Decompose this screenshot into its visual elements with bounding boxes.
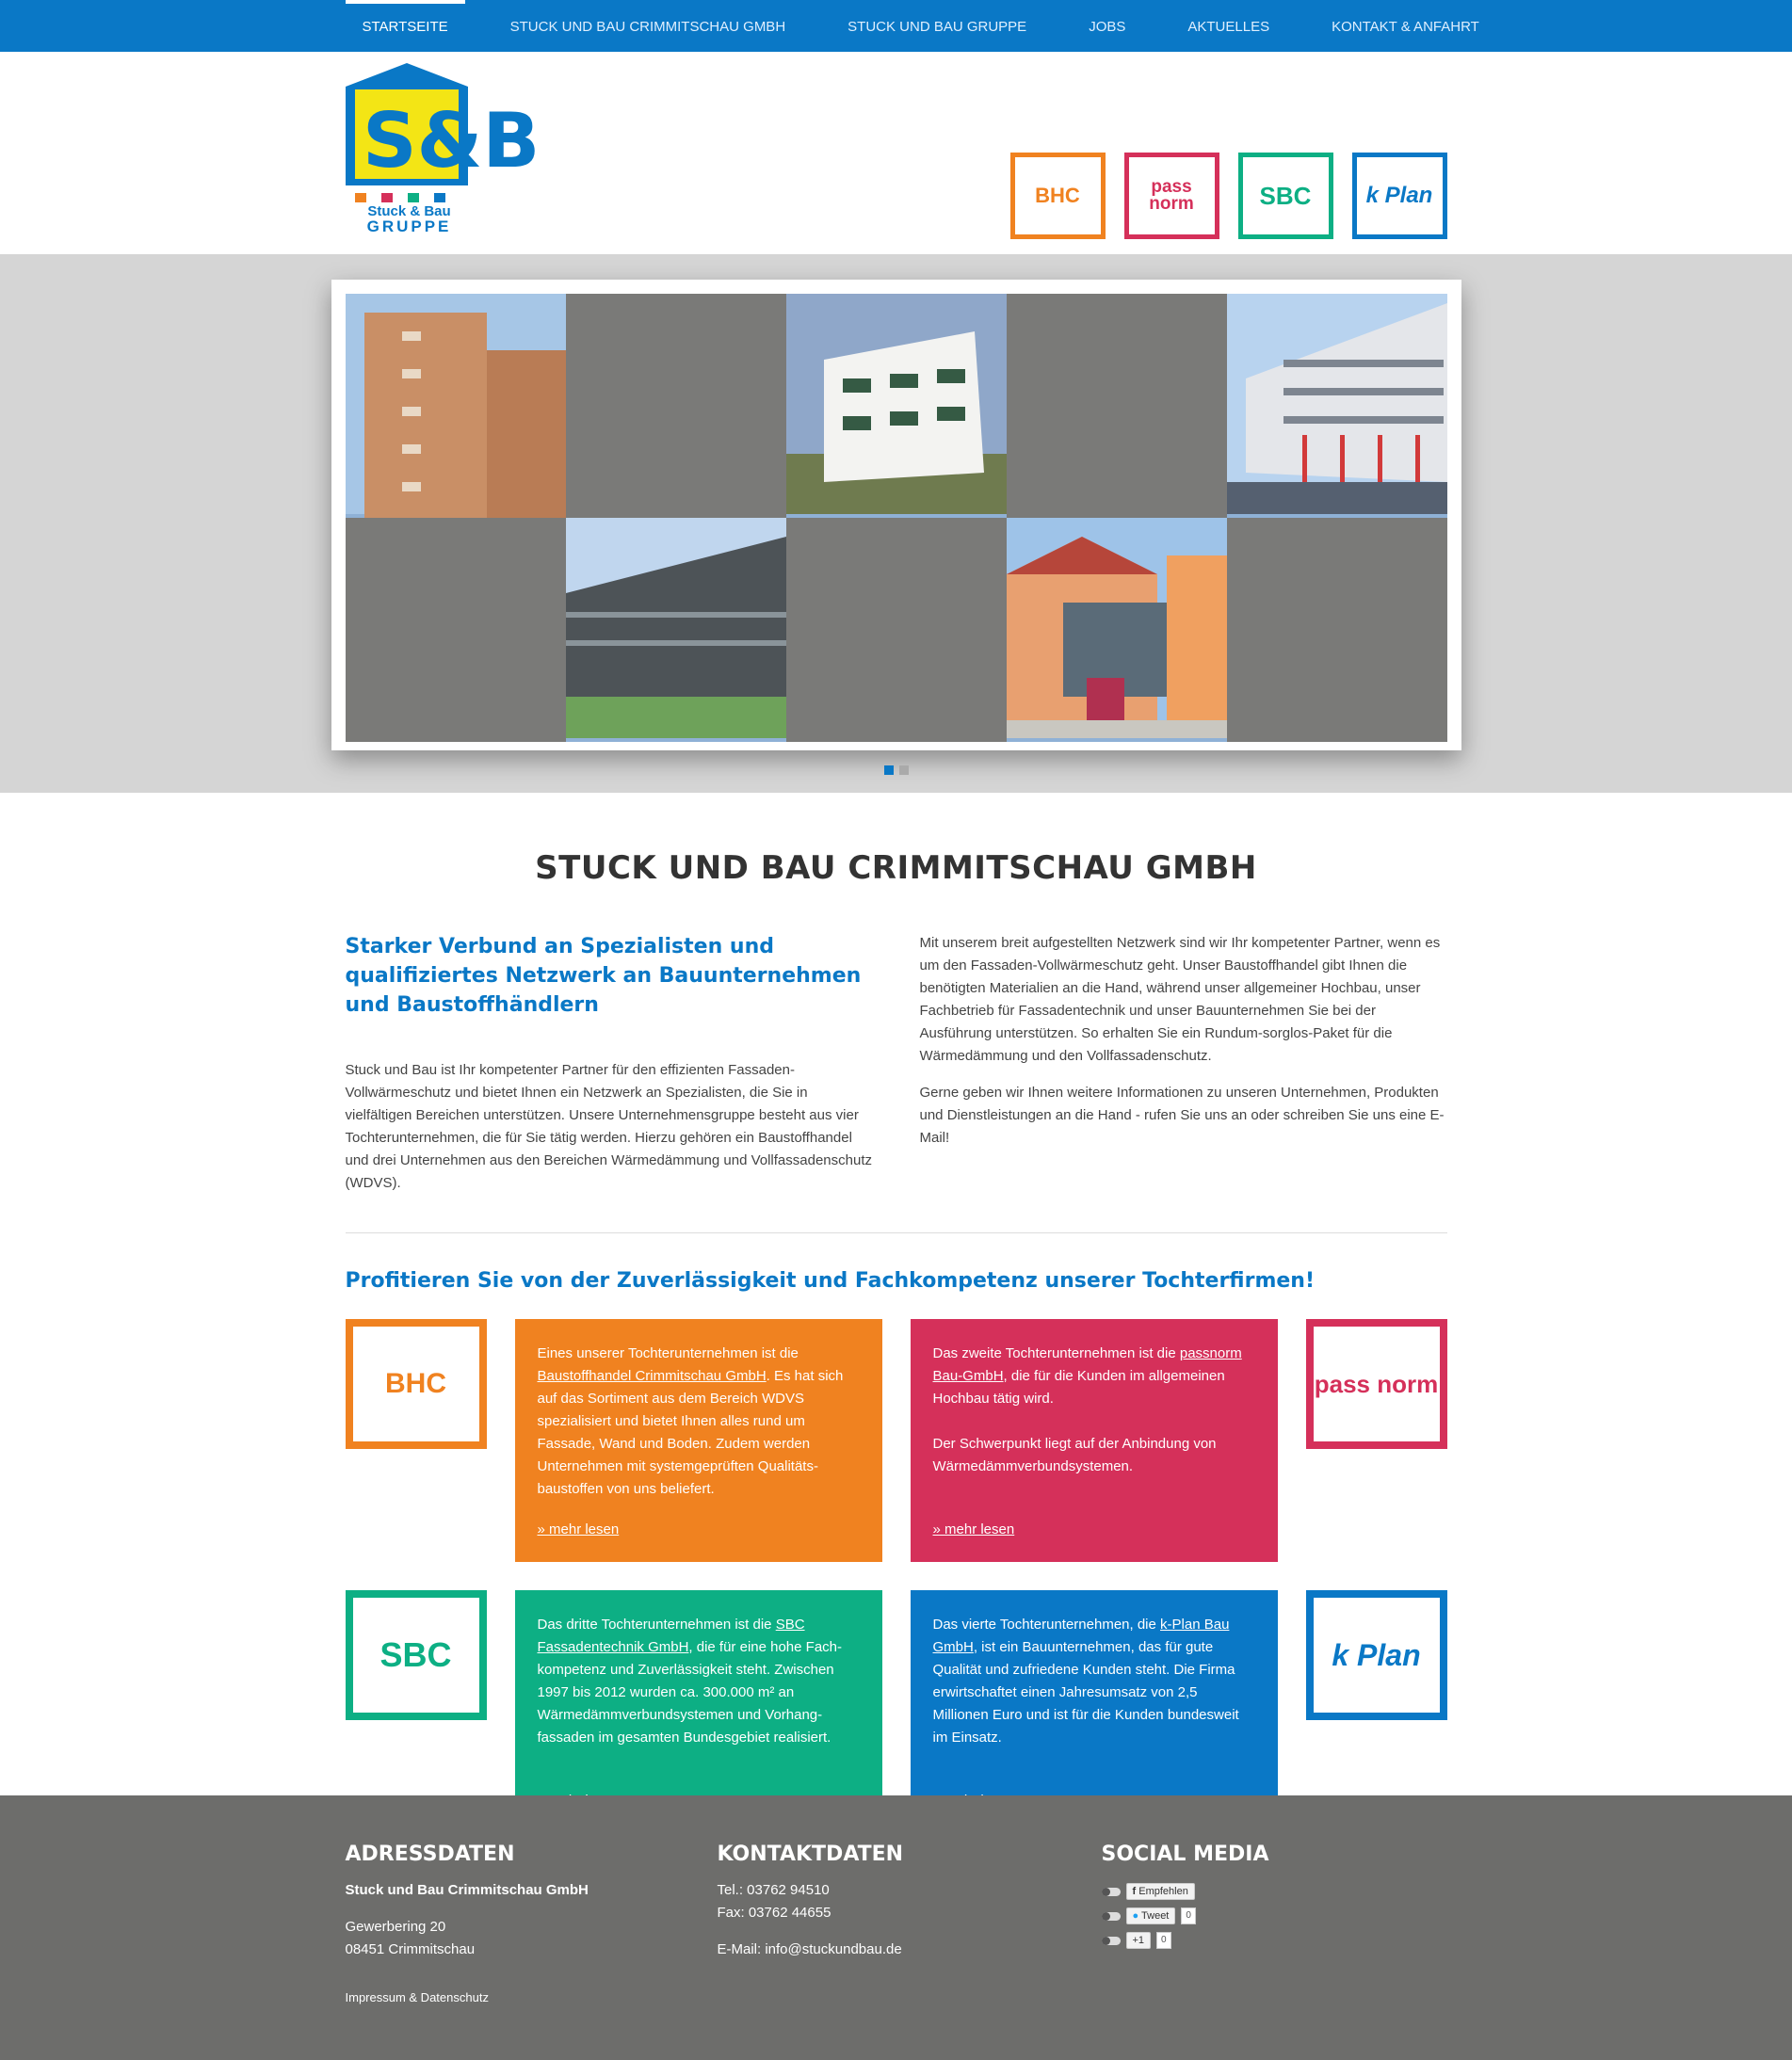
intro-subtitle: Starker Verbund an Spezialisten und qualifiziertes Netzwerk an Bauunternehmen und Baustoffhändlern <box>345 935 862 1017</box>
card-sbc: Das dritte Tochterunternehmen ist die SBC Fassadentechnik GmbH, die für eine hohe Fach-kompetenz und Zuverlässigkeit steht. Zwischen 1997 bis 2012 wurden ca. 300.000 m² an Wärmedämmverbundsystemen und Vorhang-fassaden im gesamten Bundesgebiet realisiert. <box>515 1590 882 1833</box>
divider <box>346 1232 1447 1233</box>
card-kplan-link[interactable]: k-Plan Bau GmbH <box>932 1617 1230 1655</box>
footer-city: 08451 Crimmitschau <box>345 1941 476 1957</box>
svg-text:S&B: S&B <box>362 97 540 185</box>
card-kplan: Das vierte Tochterunternehmen, die k-Plan Bau GmbH, ist ein Bauunternehmen, das für gute Qualität und zufriedene Kunden steht. Die Firma erwirtschaftet einen Jahresumsatz von 2,5 Millionen Euro und ist für die Kunden bundesweit im Einsatz. <box>911 1590 1278 1833</box>
tweet-count: 0 <box>1181 1907 1196 1924</box>
slide-tile-building-1 <box>346 294 566 518</box>
slider-dot-2[interactable] <box>899 765 909 775</box>
footer-social <box>1102 1843 1269 1953</box>
intro-left <box>346 932 873 1209</box>
footer-street: Gewerbering 20 <box>345 1919 446 1935</box>
card-bhc-more-link[interactable]: » mehr lesen <box>537 1521 620 1537</box>
footer <box>0 1795 1792 2060</box>
nav-item-gruppe[interactable]: STUCK UND BAU GRUPPE <box>848 19 1027 35</box>
logo-tile-passnorm[interactable]: pass norm <box>1306 1319 1447 1449</box>
slide-tile-building-5 <box>1007 518 1227 742</box>
brand-box-kplan[interactable]: k Plan <box>1352 153 1447 239</box>
card-bhc: Eines unserer Tochterunternehmen ist die Baustoffhandel Crimmitschau GmbH. Es hat sich auf das Sortiment aus dem Bereich WDVS spezialisiert und bietet Ihnen alles rund um Fassade, Wand und Boden. Zudem werden Unternehmen mit systemgeprüften Qualitäts-baustoffen von uns beliefert. » mehr lesen <box>515 1319 882 1562</box>
facebook-like-button[interactable]: f Empfehlen <box>1126 1883 1195 1900</box>
slide-tile-grey <box>346 518 566 742</box>
intro-left-text: Stuck und Bau ist Ihr kompetenter Partner für den effizienten Fassaden-Vollwärmeschutz und bietet Ihnen ein Netzwerk an Spezialisten, die Sie in vielfältigen Bereichen unterstützen. Unsere Unternehmensgruppe besteht aus vier Tochterunternehmen, die für Sie tätig werden. Hierzu gehören ein Baustoffhandel und drei Unternehmen aus den Bereichen Wärmedämmung und Vollfassadenschutz (WDVS). <box>345 1062 872 1191</box>
top-navigation <box>0 0 1792 52</box>
header <box>0 52 1792 254</box>
footer-contact <box>718 1843 904 1961</box>
slide-tile-building-2 <box>786 294 1007 518</box>
subsidiary-grid <box>346 1319 1447 1846</box>
logo-tile-kplan[interactable]: k Plan <box>1306 1590 1447 1720</box>
intro-right-p1: Mit unserem breit aufgestellten Netzwerk sind wir Ihr kompetenter Partner, wenn es um den Fassaden-Vollwärmeschutz geht. Unser Baustoffhandel gibt Ihnen die benötigten Materialien an die Hand, während unser allgemeiner Hochbau, unser Fachbetrieb für Fassadentechnik und unser Bauunternehmen Sie bei der Ausführung unterstützen. So erhalten Sie ein Rundum-sorglos-Paket für die Wärmedämmung und den Vollfassadenschutz. <box>919 935 1441 1064</box>
slider-dot-1[interactable] <box>884 765 894 775</box>
slider-tiles <box>346 294 1447 734</box>
intro-right-p2: Gerne geben wir Ihnen weitere Informationen zu unseren Unternehmen, Produkten und Dienstleistungen an die Hand - rufen Sie uns an oder schreiben Sie uns eine E-Mail! <box>919 1085 1445 1146</box>
plusone-count: 0 <box>1156 1932 1171 1949</box>
privacy-toggle[interactable] <box>1102 1937 1121 1945</box>
card-sbc-link[interactable]: SBC Fassadentechnik GmbH <box>537 1617 805 1655</box>
footer-tel: Tel.: 03762 94510 <box>717 1882 830 1898</box>
logo-tile-sbc[interactable]: SBC <box>346 1590 487 1720</box>
footer-email[interactable]: E-Mail: info@stuckundbau.de <box>717 1941 902 1957</box>
slide-tile-grey <box>566 294 786 518</box>
footer-address <box>346 1843 589 1961</box>
footer-fax: Fax: 03762 44655 <box>717 1905 831 1921</box>
card-passnorm-more-link[interactable]: » mehr lesen <box>932 1521 1015 1537</box>
slide-tile-grey <box>786 518 1007 742</box>
footer-company: Stuck und Bau Crimmitschau GmbH <box>345 1882 589 1898</box>
image-slider <box>0 254 1792 793</box>
brand-boxes <box>1010 153 1447 239</box>
slide-tile-grey <box>1007 294 1227 518</box>
card-bhc-link[interactable]: Baustoffhandel Crimmitschau GmbH <box>537 1368 767 1384</box>
twitter-bird-icon: ● <box>1132 1910 1139 1922</box>
social-twitter <box>1102 1904 1269 1928</box>
nav-list <box>346 0 1479 52</box>
section-title: Profitieren Sie von der Zuverlässigkeit und Fachkompetenz unserer Tochterfirmen! <box>345 1269 1315 1293</box>
card-passnorm: Das zweite Tochterunternehmen ist die passnorm Bau-GmbH, die für die Kunden im allgemeinen Hochbau tätig wird. Der Schwerpunkt liegt auf der Anbindung von Wärmedämmverbundsystemen. » mehr lesen <box>911 1319 1278 1562</box>
footer-contact-title: KONTAKTDATEN <box>717 1843 904 1866</box>
footer-social-title: SOCIAL MEDIA <box>1101 1843 1269 1866</box>
plusone-button[interactable]: +1 <box>1126 1932 1152 1949</box>
nav-item-aktuelles[interactable]: AKTUELLES <box>1187 19 1270 35</box>
company-logo[interactable] <box>346 63 540 242</box>
brand-box-bhc[interactable]: BHC <box>1010 153 1106 239</box>
privacy-toggle[interactable] <box>1102 1888 1121 1896</box>
social-googleplus <box>1102 1928 1269 1953</box>
slide-tile-building-4 <box>566 518 786 742</box>
slider-frame <box>331 280 1461 750</box>
logo-tile-bhc[interactable]: BHC <box>346 1319 487 1449</box>
intro-right <box>920 932 1447 1209</box>
nav-item-kontakt[interactable]: KONTAKT & ANFAHRT <box>1332 19 1479 35</box>
slider-dots <box>884 765 909 775</box>
card-passnorm-link[interactable]: passnorm Bau-GmbH <box>932 1345 1242 1384</box>
slide-tile-building-3 <box>1227 294 1447 518</box>
logo-line1: Stuck & Bau <box>367 203 451 219</box>
nav-item-startseite[interactable]: STARTSEITE <box>346 0 465 52</box>
brand-box-passnorm[interactable]: pass norm <box>1124 153 1219 239</box>
impressum-link[interactable]: Impressum & Datenschutz <box>345 1990 489 2004</box>
slide-tile-grey <box>1227 518 1447 742</box>
tweet-button[interactable]: ● Tweet <box>1126 1907 1176 1924</box>
privacy-toggle[interactable] <box>1102 1912 1121 1921</box>
social-facebook <box>1102 1879 1269 1904</box>
brand-box-sbc[interactable]: SBC <box>1238 153 1333 239</box>
nav-item-jobs[interactable]: JOBS <box>1089 19 1126 35</box>
footer-address-title: ADRESSDATEN <box>345 1843 515 1866</box>
main-content <box>346 849 1447 1846</box>
nav-item-crimmitschau[interactable]: STUCK UND BAU CRIMMITSCHAU GMBH <box>509 19 786 35</box>
page-title: STUCK UND BAU CRIMMITSCHAU GMBH <box>535 849 1257 887</box>
logo-line2: GRUPPE <box>366 217 452 235</box>
